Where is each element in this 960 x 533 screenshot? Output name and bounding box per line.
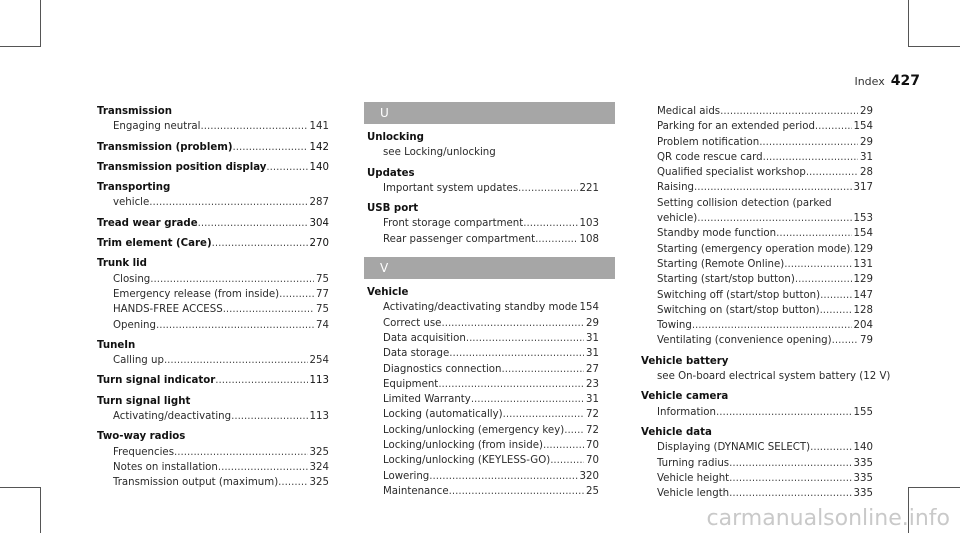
leader-dots: [694, 180, 852, 195]
page-ref[interactable]: 29: [586, 317, 599, 329]
index-subentry[interactable]: [367, 392, 599, 407]
index-entry: [97, 373, 329, 388]
leader-dots: [729, 471, 851, 486]
leader-dots: [543, 438, 584, 453]
page-ref[interactable]: 103: [579, 218, 599, 230]
crop-mark: [908, 46, 960, 47]
subentry-text: Starting (Remote Online): [657, 258, 785, 270]
page-ref[interactable]: 320: [579, 470, 599, 482]
index-heading[interactable]: [97, 160, 329, 175]
page-ref[interactable]: 113: [309, 411, 329, 423]
index-subentry[interactable]: [641, 486, 873, 501]
leader-dots: [776, 226, 851, 241]
page-ref[interactable]: 153: [853, 213, 873, 225]
subentry-text: Medical aids: [657, 106, 721, 117]
index-subentry[interactable]: [367, 232, 599, 247]
index-entry: [97, 394, 329, 425]
leader-dots: [820, 303, 852, 318]
page-ref[interactable]: 131: [853, 258, 873, 270]
page-ref[interactable]: 140: [309, 161, 329, 173]
subentry-text: Activating/deactivating: [113, 411, 232, 423]
leader-dots: [729, 486, 851, 501]
index-entry: [97, 140, 329, 155]
page-ref[interactable]: 154: [579, 302, 599, 314]
leader-dots: [278, 475, 307, 490]
page-ref[interactable]: 28: [860, 167, 873, 179]
index-subentry[interactable]: [641, 150, 873, 165]
subentry-text: Setting collision detection (parked: [657, 197, 832, 209]
subentry-text: HANDS-FREE ACCESS: [113, 304, 223, 316]
leader-dots: [149, 195, 307, 210]
leader-dots: [164, 353, 308, 368]
crop-mark: [908, 487, 960, 488]
heading-text: Tread wear grade: [97, 217, 198, 229]
index-entry: [367, 201, 599, 247]
watermark: carmanualsonline.info: [706, 506, 950, 531]
page-ref[interactable]: 75: [316, 273, 329, 285]
leader-dots: [795, 272, 852, 287]
index-subentry[interactable]: [641, 405, 873, 420]
index-subentry[interactable]: [97, 272, 329, 287]
leader-dots: [784, 257, 851, 272]
page-ref[interactable]: 324: [309, 461, 329, 473]
leader-dots: [720, 104, 858, 119]
index-subentry[interactable]: [367, 484, 599, 499]
index-heading: Unlocking: [367, 132, 424, 143]
index-heading: Transmission: [97, 106, 173, 117]
crop-mark: [40, 487, 41, 533]
crop-mark: [0, 46, 41, 47]
index-entry: [97, 236, 329, 251]
leader-dots: [729, 456, 851, 471]
subentry-text: Qualified specialist workshop: [657, 167, 806, 179]
page-ref[interactable]: 147: [853, 289, 873, 301]
leader-dots: [759, 135, 858, 150]
subentry-text: Correct use: [383, 317, 442, 329]
index-entry: [97, 104, 329, 135]
index-subentry[interactable]: [367, 331, 599, 346]
crop-mark: [40, 0, 41, 47]
page-ref[interactable]: 72: [586, 424, 599, 436]
leader-dots: [763, 150, 858, 165]
index-subentry[interactable]: [641, 257, 873, 272]
subentry-text: Ventilating (convenience opening): [657, 335, 832, 347]
section-letter-v: V: [364, 257, 615, 279]
subentry-text: Important system updates: [383, 182, 519, 194]
index-heading: TuneIn: [97, 339, 136, 351]
leader-dots: [806, 165, 858, 180]
index-subentry[interactable]: [641, 165, 873, 180]
index-subentry[interactable]: [367, 362, 599, 377]
index-entry: [97, 160, 329, 175]
index-entry: [97, 429, 329, 490]
index-subentry[interactable]: [367, 346, 599, 361]
subentry-text: Vehicle length: [657, 488, 730, 500]
subentry-text: Rear passenger compartment: [383, 233, 536, 245]
leader-dots: [466, 331, 584, 346]
heading-text: Turn signal indicator: [97, 375, 216, 387]
index-entry: [97, 180, 329, 211]
index-entry: [641, 389, 873, 420]
page-ref[interactable]: 129: [853, 274, 873, 286]
subentry-text: Transmission output (maximum): [113, 477, 279, 489]
index-subentry[interactable]: [97, 353, 329, 368]
page-ref[interactable]: 325: [309, 446, 329, 458]
page-ref[interactable]: 70: [586, 440, 599, 452]
index-entry: [367, 285, 599, 499]
index-subentry[interactable]: [367, 407, 599, 422]
index-subentry[interactable]: [367, 469, 599, 484]
page-ref[interactable]: 70: [586, 455, 599, 467]
index-entry: [97, 256, 329, 332]
subentry-text: Maintenance: [383, 485, 449, 497]
subentry-text: Locking/unlocking (from inside): [383, 440, 543, 452]
index-heading[interactable]: [97, 236, 329, 251]
index-heading: Vehicle camera: [641, 391, 729, 403]
leader-dots: [233, 140, 308, 155]
leader-dots: [810, 440, 851, 455]
index-subentry[interactable]: [641, 135, 873, 150]
subentry-text: Starting (emergency operation mode): [657, 243, 851, 255]
index-subentry[interactable]: [641, 272, 873, 287]
page-ref[interactable]: 155: [853, 406, 873, 418]
index-heading: Turn signal light: [97, 395, 191, 407]
index-subentry[interactable]: [97, 287, 329, 302]
subentry-text: vehicle: [113, 197, 150, 209]
leader-dots: [429, 469, 577, 484]
page-ref[interactable]: 31: [586, 394, 599, 406]
subentry-text: Front storage compartment: [383, 218, 524, 230]
page-ref[interactable]: 79: [860, 335, 873, 347]
index-heading: Trunk lid: [97, 258, 147, 270]
subentry-text: Data storage: [383, 348, 450, 360]
subentry-text: Emergency release (from inside): [113, 288, 280, 300]
leader-dots: [471, 392, 584, 407]
page-ref[interactable]: 325: [309, 477, 329, 489]
leader-dots: [518, 181, 578, 196]
page-ref[interactable]: 29: [860, 106, 873, 117]
page-ref[interactable]: 287: [309, 197, 329, 209]
index-subentry[interactable]: [641, 440, 873, 455]
leader-dots: [502, 362, 585, 377]
leader-dots: [212, 236, 308, 251]
leader-dots: [266, 160, 307, 175]
see-reference[interactable]: see Locking/unlocking: [383, 147, 496, 159]
subentry-text: Frequencies: [113, 446, 175, 458]
page-ref[interactable]: 154: [853, 121, 873, 133]
index-subentry[interactable]: [641, 303, 873, 318]
subentry-text: QR code rescue card: [657, 151, 763, 163]
leader-dots: [820, 288, 851, 303]
leader-dots: [223, 302, 314, 317]
page-ref[interactable]: 75: [316, 304, 329, 316]
subentry-text: Vehicle height: [657, 472, 730, 484]
index-heading: Vehicle: [367, 287, 409, 299]
index-subentry[interactable]: [367, 453, 599, 468]
page-ref[interactable]: 31: [860, 151, 873, 163]
leader-dots: [564, 423, 584, 438]
subentry-text: Data acquisition: [383, 332, 466, 344]
page-ref[interactable]: 23: [586, 378, 599, 390]
index-entry: [641, 354, 891, 385]
leader-dots: [279, 287, 314, 302]
index-subentry[interactable]: [641, 104, 873, 119]
page-ref[interactable]: 335: [853, 457, 873, 469]
index-entry: [641, 425, 873, 501]
page-header: [854, 73, 920, 89]
page-ref[interactable]: 335: [853, 488, 873, 500]
page-ref[interactable]: 221: [579, 182, 599, 194]
section-letter-u: U: [364, 102, 615, 124]
index-subentry[interactable]: [367, 181, 599, 196]
page-ref[interactable]: 270: [309, 238, 329, 250]
leader-dots: [503, 407, 584, 422]
leader-dots: [150, 272, 314, 287]
subentry-text: Towing: [657, 320, 692, 332]
index-subentry[interactable]: [641, 119, 873, 134]
index-heading: Two-way radios: [97, 431, 186, 443]
page-ref[interactable]: 204: [853, 320, 873, 332]
leader-dots: [218, 460, 308, 475]
subentry-text: Calling up: [113, 355, 164, 367]
subentry-text: Turning radius: [657, 457, 730, 469]
subentry-text: Opening: [113, 319, 156, 331]
heading-text: Transmission position display: [97, 161, 267, 173]
leader-dots: [441, 316, 584, 331]
header-label: Index: [854, 75, 885, 88]
index-heading: Transporting: [97, 182, 171, 194]
index-subentry[interactable]: [97, 119, 329, 134]
leader-dots: [692, 318, 852, 333]
page-ref[interactable]: 317: [853, 182, 873, 194]
heading-text: Trim element (Care): [97, 238, 212, 250]
page-ref[interactable]: 31: [586, 348, 599, 360]
index-subentry[interactable]: [97, 445, 329, 460]
leader-dots: [535, 232, 577, 247]
page-ref[interactable]: 29: [860, 136, 873, 148]
subentry-text: Equipment: [383, 378, 439, 390]
leader-dots: [832, 333, 858, 348]
leader-dots: [523, 216, 577, 231]
index-column-3: [641, 104, 891, 506]
index-subentry[interactable]: [641, 226, 873, 241]
crop-mark: [0, 487, 41, 488]
index-subentry[interactable]: [641, 456, 873, 471]
index-heading: USB port: [367, 203, 419, 215]
see-reference[interactable]: see On-board electrical system battery (12 V): [657, 371, 891, 383]
page-ref[interactable]: 31: [586, 332, 599, 344]
index-subentry[interactable]: [641, 471, 873, 486]
subentry-text: Parking for an extended period: [657, 121, 815, 133]
index-heading[interactable]: [97, 140, 329, 155]
index-heading: Vehicle data: [641, 426, 712, 438]
subentry-text: Engaging neutral: [113, 121, 201, 133]
page-ref[interactable]: 128: [853, 304, 873, 316]
index-subentry[interactable]: [97, 195, 329, 210]
index-subentry[interactable]: [97, 475, 329, 490]
index-heading[interactable]: [97, 373, 329, 388]
page-ref[interactable]: 141: [309, 121, 329, 133]
index-subentry[interactable]: [641, 180, 873, 195]
index-subentry[interactable]: [367, 300, 599, 315]
index-heading: Updates: [367, 167, 415, 179]
index-subentry[interactable]: [367, 438, 599, 453]
leader-dots: [215, 373, 307, 388]
index-subentry[interactable]: [641, 318, 873, 333]
subentry-text: Activating/deactivating standby mode: [383, 302, 578, 314]
index-subentry[interactable]: [641, 242, 873, 257]
page-number: 427: [890, 73, 920, 89]
leader-dots: [438, 377, 584, 392]
leader-dots: [174, 445, 308, 460]
heading-text: Transmission (problem): [97, 141, 233, 153]
subentry-text: Notes on installation: [113, 461, 218, 473]
page-ref[interactable]: 142: [309, 141, 329, 153]
leader-dots: [449, 484, 584, 499]
page-ref[interactable]: 108: [579, 233, 599, 245]
index-subentry[interactable]: [641, 211, 873, 226]
leader-dots: [198, 216, 308, 231]
subentry-text: Closing: [113, 273, 151, 285]
subentry-text: Switching off (start/stop button): [657, 289, 821, 301]
page-ref[interactable]: 25: [586, 485, 599, 497]
subentry-text: Displaying (DYNAMIC SELECT): [657, 442, 811, 454]
index-entry: [367, 130, 599, 161]
index-column-1: [97, 104, 329, 496]
index-entry: [367, 166, 599, 197]
subentry-text: Limited Warranty: [383, 394, 471, 406]
index-heading: Vehicle battery: [641, 355, 729, 367]
leader-dots: [815, 119, 852, 134]
index-entry: [97, 216, 329, 231]
index-subentry[interactable]: [97, 460, 329, 475]
subentry-text: Starting (start/stop button): [657, 274, 795, 286]
index-subentry[interactable]: [97, 409, 329, 424]
leader-dots: [716, 405, 852, 420]
page-ref[interactable]: 254: [309, 355, 329, 367]
page-ref[interactable]: 140: [853, 442, 873, 454]
leader-dots: [231, 409, 307, 424]
page-ref[interactable]: 27: [586, 363, 599, 375]
page-ref[interactable]: 74: [316, 319, 329, 331]
subentry-text: Standby mode function: [657, 228, 777, 240]
leader-dots: [156, 318, 314, 333]
page-ref[interactable]: 113: [309, 375, 329, 387]
index-subentry[interactable]: [97, 302, 329, 317]
subentry-text: Locking (automatically): [383, 409, 503, 421]
subentry-text: Locking/unlocking (KEYLESS-GO): [383, 455, 551, 467]
page-ref[interactable]: 304: [309, 217, 329, 229]
leader-dots: [201, 119, 308, 134]
subentry-text: Lowering: [383, 470, 430, 482]
subentry-text: Diagnostics connection: [383, 363, 502, 375]
index-subentry[interactable]: [97, 318, 329, 333]
subentry-text: Information: [657, 406, 716, 418]
page-ref[interactable]: 129: [853, 243, 873, 255]
page-ref[interactable]: 77: [316, 288, 329, 300]
index-subentry[interactable]: [641, 333, 873, 348]
subentry-text: Problem notification: [657, 136, 760, 148]
page-ref[interactable]: 154: [853, 228, 873, 240]
index-entry: [97, 338, 329, 369]
subentry-text: Locking/unlocking (emergency key): [383, 424, 565, 436]
leader-dots: [550, 453, 584, 468]
subentry-text: Raising: [657, 182, 694, 194]
index-subentry[interactable]: [367, 216, 599, 231]
index-heading[interactable]: [97, 216, 329, 231]
leader-dots: [449, 346, 584, 361]
index-subentry[interactable]: [367, 377, 599, 392]
subentry-text: vehicle): [657, 213, 698, 225]
page-ref[interactable]: 335: [853, 472, 873, 484]
leader-dots: [697, 211, 851, 226]
crop-mark: [908, 0, 909, 47]
index-subentry[interactable]: [367, 423, 599, 438]
index-subentry[interactable]: [641, 288, 873, 303]
index-column-2: [367, 102, 599, 504]
page-ref[interactable]: 72: [586, 409, 599, 421]
index-subentry[interactable]: [367, 316, 599, 331]
subentry-text: Switching on (start/stop button): [657, 304, 820, 316]
